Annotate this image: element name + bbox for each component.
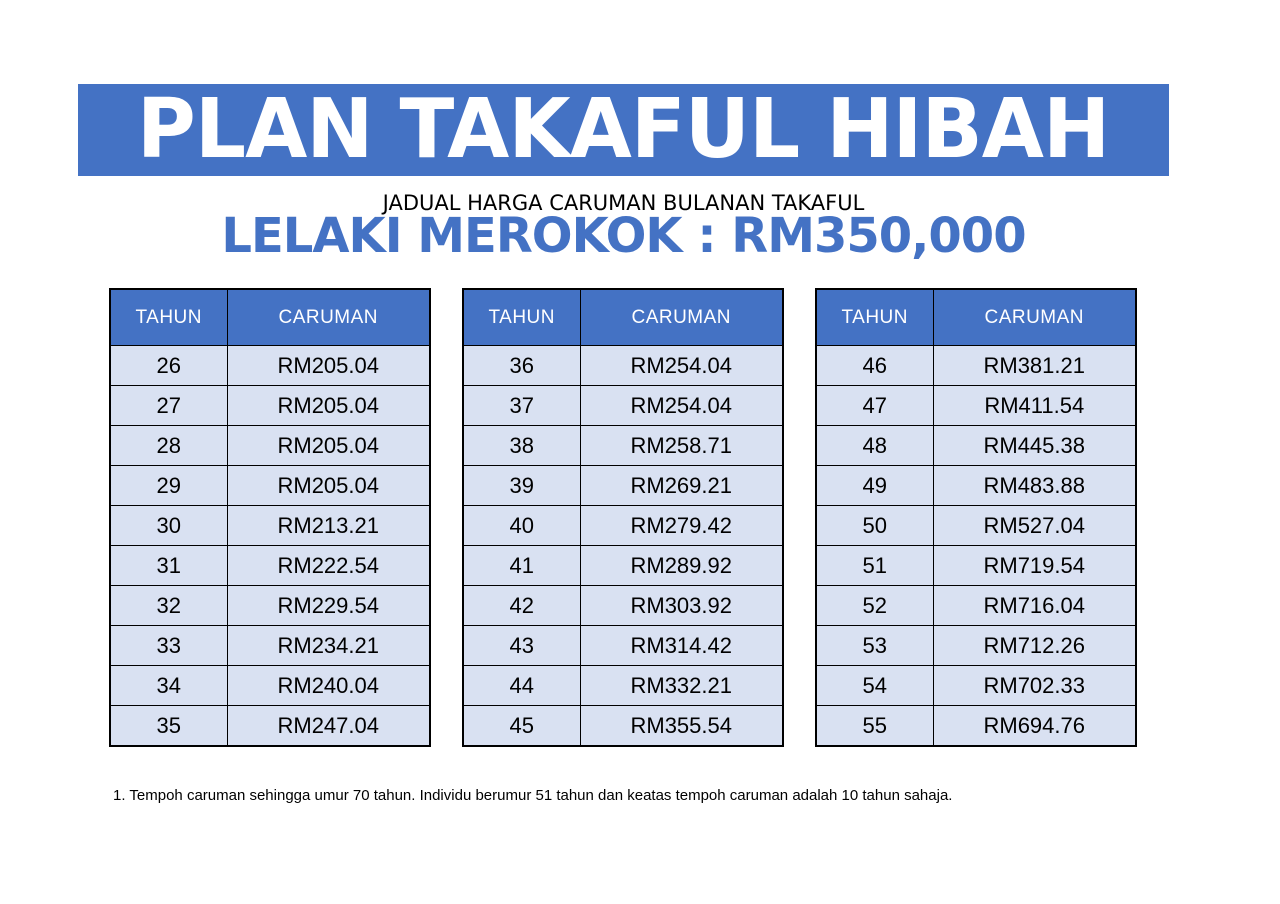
table-row bbox=[110, 346, 430, 386]
year-cell: 27 bbox=[110, 386, 227, 426]
contribution-cell: RM694.76 bbox=[933, 706, 1136, 747]
contribution-cell: RM527.04 bbox=[933, 506, 1136, 546]
contribution-cell: RM234.21 bbox=[227, 626, 430, 666]
table-row bbox=[463, 426, 783, 466]
column-header-year: TAHUN bbox=[463, 289, 580, 346]
year-cell: 35 bbox=[110, 706, 227, 747]
table-row bbox=[463, 506, 783, 546]
contribution-cell: RM205.04 bbox=[227, 346, 430, 386]
contribution-cell: RM254.04 bbox=[580, 346, 783, 386]
table-row bbox=[110, 426, 430, 466]
year-cell: 39 bbox=[463, 466, 580, 506]
year-cell: 41 bbox=[463, 546, 580, 586]
contribution-cell: RM303.92 bbox=[580, 586, 783, 626]
table-row bbox=[816, 346, 1136, 386]
column-header-year: TAHUN bbox=[816, 289, 933, 346]
contribution-cell: RM269.21 bbox=[580, 466, 783, 506]
year-cell: 29 bbox=[110, 466, 227, 506]
contribution-table-1 bbox=[109, 288, 431, 747]
year-cell: 52 bbox=[816, 586, 933, 626]
table-row bbox=[463, 466, 783, 506]
year-cell: 36 bbox=[463, 346, 580, 386]
contribution-cell: RM254.04 bbox=[580, 386, 783, 426]
footnote: 1. Tempoh caruman sehingga umur 70 tahun. Individu berumur 51 tahun dan keatas tempoh caruman adalah 10 tahun sahaja. bbox=[113, 787, 953, 804]
table-row bbox=[816, 626, 1136, 666]
contribution-cell: RM222.54 bbox=[227, 546, 430, 586]
year-cell: 54 bbox=[816, 666, 933, 706]
contribution-cell: RM702.33 bbox=[933, 666, 1136, 706]
year-cell: 32 bbox=[110, 586, 227, 626]
contribution-cell: RM716.04 bbox=[933, 586, 1136, 626]
year-cell: 46 bbox=[816, 346, 933, 386]
year-cell: 49 bbox=[816, 466, 933, 506]
year-cell: 31 bbox=[110, 546, 227, 586]
contribution-cell: RM445.38 bbox=[933, 426, 1136, 466]
contribution-table-2 bbox=[462, 288, 784, 747]
table-row bbox=[110, 626, 430, 666]
table-row bbox=[463, 626, 783, 666]
table-header-row bbox=[816, 289, 1136, 346]
year-cell: 43 bbox=[463, 626, 580, 666]
table-row bbox=[816, 506, 1136, 546]
contribution-cell: RM712.26 bbox=[933, 626, 1136, 666]
table-row bbox=[816, 706, 1136, 747]
year-cell: 34 bbox=[110, 666, 227, 706]
table-row bbox=[463, 586, 783, 626]
column-header-year: TAHUN bbox=[110, 289, 227, 346]
contribution-cell: RM205.04 bbox=[227, 426, 430, 466]
table-row bbox=[110, 586, 430, 626]
contribution-cell: RM289.92 bbox=[580, 546, 783, 586]
table-row bbox=[463, 546, 783, 586]
table-row bbox=[110, 666, 430, 706]
title-banner bbox=[78, 84, 1169, 176]
year-cell: 28 bbox=[110, 426, 227, 466]
table-header-row bbox=[110, 289, 430, 346]
page-subtitle: JADUAL HARGA CARUMAN BULANAN TAKAFUL bbox=[382, 191, 865, 215]
year-cell: 38 bbox=[463, 426, 580, 466]
table-row bbox=[110, 706, 430, 747]
table-row bbox=[816, 666, 1136, 706]
year-cell: 40 bbox=[463, 506, 580, 546]
year-cell: 42 bbox=[463, 586, 580, 626]
contribution-cell: RM229.54 bbox=[227, 586, 430, 626]
table-row bbox=[463, 666, 783, 706]
contribution-cell: RM247.04 bbox=[227, 706, 430, 747]
year-cell: 33 bbox=[110, 626, 227, 666]
table-row bbox=[816, 586, 1136, 626]
contribution-cell: RM483.88 bbox=[933, 466, 1136, 506]
year-cell: 47 bbox=[816, 386, 933, 426]
page-title: PLAN TAKAFUL HIBAH bbox=[137, 82, 1110, 177]
contribution-cell: RM205.04 bbox=[227, 466, 430, 506]
contribution-cell: RM355.54 bbox=[580, 706, 783, 747]
year-cell: 26 bbox=[110, 346, 227, 386]
year-cell: 44 bbox=[463, 666, 580, 706]
year-cell: 50 bbox=[816, 506, 933, 546]
table-row bbox=[816, 546, 1136, 586]
column-header-contribution: CARUMAN bbox=[227, 289, 430, 346]
contribution-cell: RM279.42 bbox=[580, 506, 783, 546]
table-header-row bbox=[463, 289, 783, 346]
table-row bbox=[110, 466, 430, 506]
table-row bbox=[816, 426, 1136, 466]
table-row bbox=[463, 706, 783, 747]
year-cell: 45 bbox=[463, 706, 580, 747]
table-row bbox=[110, 546, 430, 586]
column-header-contribution: CARUMAN bbox=[580, 289, 783, 346]
year-cell: 53 bbox=[816, 626, 933, 666]
table-row bbox=[816, 386, 1136, 426]
year-cell: 37 bbox=[463, 386, 580, 426]
year-cell: 30 bbox=[110, 506, 227, 546]
year-cell: 48 bbox=[816, 426, 933, 466]
contribution-table-3 bbox=[815, 288, 1137, 747]
table-row bbox=[463, 346, 783, 386]
contribution-cell: RM240.04 bbox=[227, 666, 430, 706]
contribution-cell: RM332.21 bbox=[580, 666, 783, 706]
table-row bbox=[816, 466, 1136, 506]
contribution-cell: RM719.54 bbox=[933, 546, 1136, 586]
table-row bbox=[463, 386, 783, 426]
contribution-cell: RM314.42 bbox=[580, 626, 783, 666]
table-row bbox=[110, 506, 430, 546]
year-cell: 51 bbox=[816, 546, 933, 586]
year-cell: 55 bbox=[816, 706, 933, 747]
contribution-cell: RM411.54 bbox=[933, 386, 1136, 426]
plan-headline: LELAKI MEROKOK : RM350,000 bbox=[221, 208, 1026, 264]
contribution-cell: RM205.04 bbox=[227, 386, 430, 426]
contribution-cell: RM381.21 bbox=[933, 346, 1136, 386]
table-row bbox=[110, 386, 430, 426]
column-header-contribution: CARUMAN bbox=[933, 289, 1136, 346]
contribution-cell: RM213.21 bbox=[227, 506, 430, 546]
contribution-cell: RM258.71 bbox=[580, 426, 783, 466]
